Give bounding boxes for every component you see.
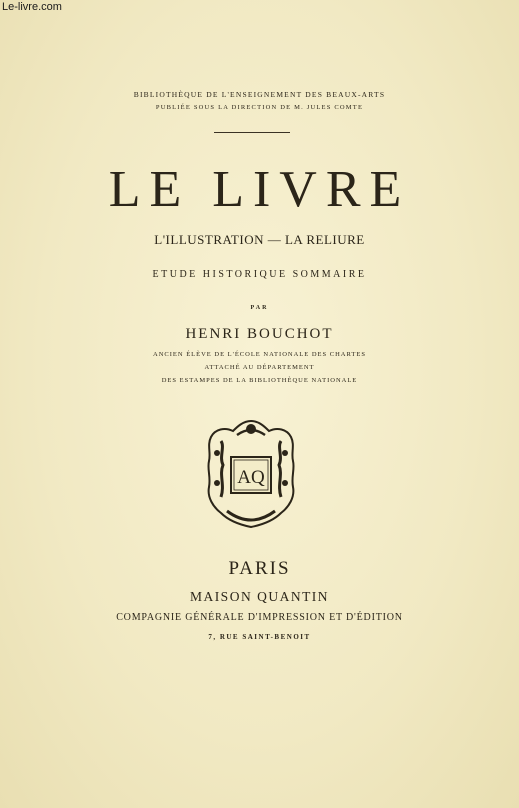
divider-rule	[214, 132, 290, 133]
by-label: PAR	[250, 305, 269, 311]
emblem-monogram: AQ	[237, 467, 265, 488]
author-credential: ATTACHÉ AU DÉPARTEMENT	[204, 364, 315, 371]
imprint-publisher: MAISON QUANTIN	[189, 589, 330, 604]
imprint-city: PARIS	[228, 558, 291, 579]
series-editor: PUBLIÉE SOUS LA DIRECTION DE M. JULES COMTE	[155, 104, 364, 111]
author-name: HENRI BOUCHOT	[185, 326, 334, 342]
imprint-company: COMPAGNIE GÉNÉRALE D'IMPRESSION ET D'ÉDITION	[116, 612, 403, 623]
series-title: BIBLIOTHÈQUE DE L'ENSEIGNEMENT DES BEAUX-ARTS	[133, 90, 386, 99]
site-watermark: Le-livre.com	[2, 1, 62, 13]
study-label: ETUDE HISTORIQUE SOMMAIRE	[152, 269, 367, 280]
publisher-mark-icon	[203, 417, 299, 529]
author-credential: ANCIEN ÉLÈVE DE L'ÉCOLE NATIONALE DES CHARTES	[153, 351, 366, 358]
imprint-address: 7, RUE SAINT-BENOIT	[208, 633, 311, 641]
book-subtitle: L'ILLUSTRATION — LA RELIURE	[154, 232, 365, 247]
book-title: LE LIVRE	[108, 161, 411, 218]
author-credential: DES ESTAMPES DE LA BIBLIOTHÈQUE NATIONALE	[161, 377, 358, 384]
